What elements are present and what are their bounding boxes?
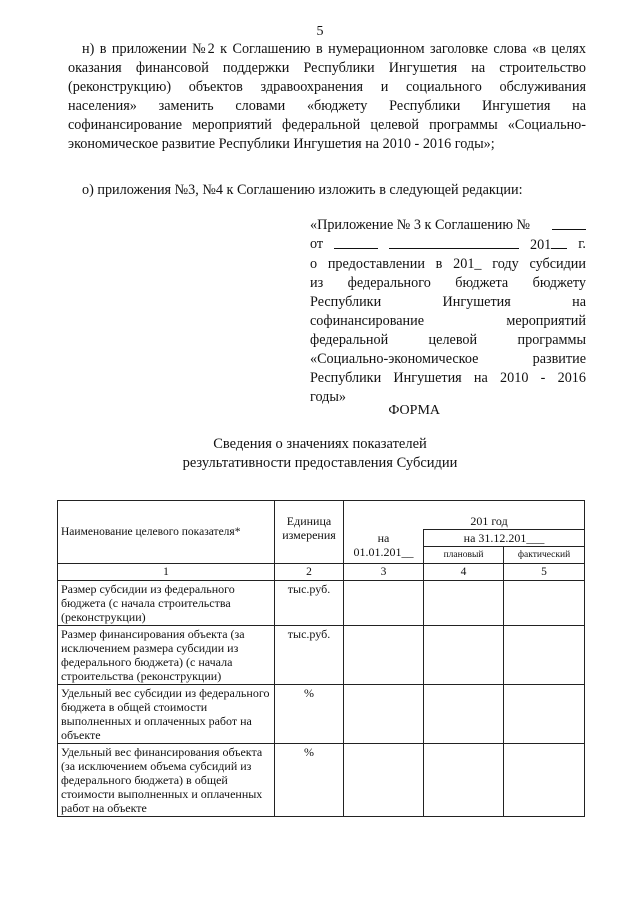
annex-line-9: Республики Ингушетия на 2010 - 2016 (310, 370, 586, 386)
indicators-table (57, 500, 585, 817)
indicator-unit: % (275, 744, 344, 817)
column-number: 5 (504, 564, 585, 581)
header-end-date: на 31.12.201___ (424, 530, 585, 547)
agreement-number-blank (552, 216, 586, 230)
value-cell (344, 626, 424, 685)
annex-line-1-text: «Приложение № 3 к Соглашению № (310, 217, 531, 233)
annex-line-4: из федерального бюджета бюджету (310, 275, 586, 291)
annex-line-1 (310, 216, 586, 235)
header-actual: фактический (504, 547, 585, 564)
date-day-blank (334, 235, 378, 249)
annex-line-2 (310, 235, 586, 255)
value-cell (504, 744, 585, 817)
table-header-row-1 (58, 501, 585, 530)
table-row (58, 685, 585, 744)
annex-line-8: «Социально-экономическое развитие (310, 351, 586, 367)
value-cell (344, 581, 424, 626)
forma-label-text: ФОРМА (388, 403, 440, 418)
paragraph-n (68, 40, 586, 154)
column-number: 1 (58, 564, 275, 581)
indicator-name: Удельный вес финансирования объекта (за исключением объема субсидий из федерального бюджета) в общей стоимости выполненных и оплаченных работ на объекте (58, 744, 275, 817)
value-cell (424, 626, 504, 685)
annex-line-3: о предоставлении в 201_ году субсидии (310, 256, 586, 272)
table-row (58, 581, 585, 626)
value-cell (424, 581, 504, 626)
header-year-text: 201 год (470, 514, 508, 528)
column-number: 4 (424, 564, 504, 581)
table-row (58, 626, 585, 685)
column-number: 3 (344, 564, 424, 581)
annex-g-text: г. (578, 236, 586, 252)
annex-line-10: годы» (310, 389, 346, 405)
value-cell (504, 626, 585, 685)
indicator-unit: тыс.руб. (275, 581, 344, 626)
form-title-line-1: Сведения о значениях показателей (213, 436, 427, 452)
indicator-name: Удельный вес субсидии из федерального бюджета в общей стоимости выполненных и оплаченных работ на объекте (58, 685, 275, 744)
paragraph-o (82, 181, 600, 200)
annex-from-label: от (310, 236, 324, 252)
paragraph-o-text: о) приложения №3, №4 к Соглашению изложить в следующей редакции: (82, 182, 523, 198)
date-month-blank (389, 235, 519, 249)
table-row (58, 744, 585, 817)
header-indicator-name: Наименование целевого показателя* (58, 501, 275, 564)
value-cell (344, 744, 424, 817)
header-unit: Единица измерения (275, 501, 344, 564)
header-na-date: 01.01.201__ (353, 544, 414, 559)
header-na-label: на (377, 530, 390, 545)
indicator-unit: % (275, 685, 344, 744)
header-year (344, 501, 585, 530)
form-title (0, 435, 640, 473)
year-suffix-blank (551, 235, 567, 249)
annex-line-7: федеральной целевой программы (310, 332, 586, 348)
page-number: 5 (316, 24, 324, 39)
value-cell (424, 744, 504, 817)
indicator-name: Размер финансирования объекта (за исключением размера субсидии из федерального бюджета) (с начала строительства (реконструкции) (58, 626, 275, 685)
header-start-date (344, 530, 424, 564)
annex-line-5: Республики Ингушетия на (310, 294, 586, 310)
value-cell (344, 685, 424, 744)
column-number: 2 (275, 564, 344, 581)
form-title-line-2: результативности предоставления Субсидии (182, 455, 458, 471)
annex-year-text: 201 (529, 237, 552, 253)
table-number-row (58, 564, 585, 581)
value-cell (504, 581, 585, 626)
value-cell (504, 685, 585, 744)
annex-line-6: софинансирование мероприятий (310, 313, 586, 329)
value-cell (424, 685, 504, 744)
indicator-unit: тыс.руб. (275, 626, 344, 685)
annex-header (310, 216, 586, 407)
indicator-name: Размер субсидии из федерального бюджета (с начала строительства (реконструкции) (58, 581, 275, 626)
paragraph-n-text: н) в приложении №2 к Соглашению в нумерационном заголовке слова «в целях оказания финансовой поддержки Республики Ингушетия на строительство (реконструкцию) объектов здравоохранения и социального обслуживания населения» заменить словами «бюджету Республики Ингушетия на софинансирование мероприятий федеральной целевой программы «Социально-экономическое развитие Республики Ингушетия на 2010 - 2016 годы»; (68, 41, 586, 152)
header-planned: плановый (424, 547, 504, 564)
forma-label (0, 403, 640, 419)
